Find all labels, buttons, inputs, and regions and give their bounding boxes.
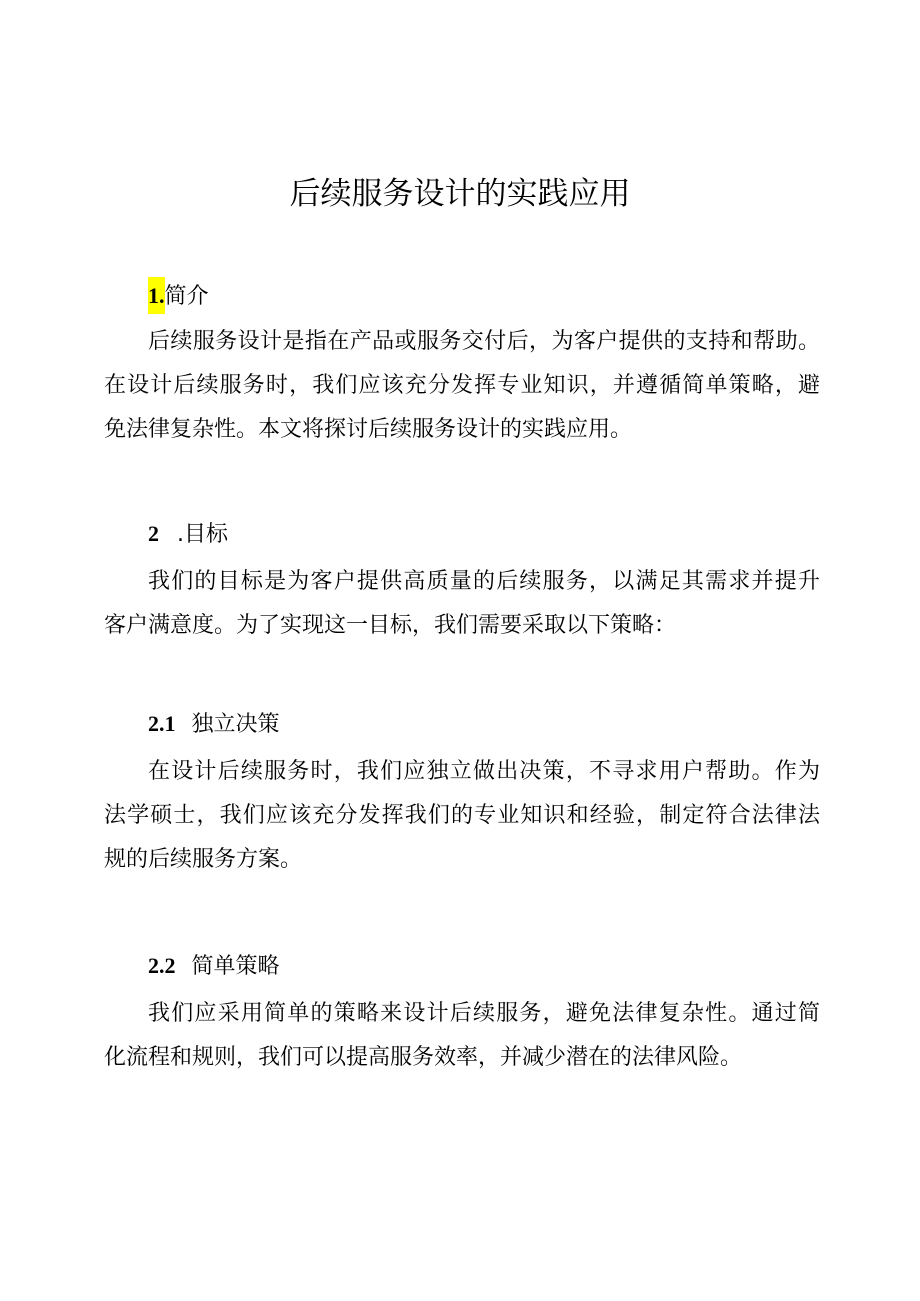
page-title: 后续服务设计的实践应用: [289, 176, 631, 212]
section-2-2-number: 2.2: [148, 953, 176, 978]
section-2-paragraph: [104, 560, 820, 648]
section-2-heading: [148, 518, 228, 551]
paragraph-line: 客户满意度。为了实现这一目标，我们需要采取以下策略：: [104, 613, 677, 638]
paragraph-line: 我们应采用简单的策略来设计后续服务，避免法律复杂性。通过简: [148, 1001, 820, 1026]
paragraph-line: 在设计后续服务时，我们应该充分发挥专业知识，并遵循简单策略，避: [104, 373, 820, 398]
section-1-number: 1.: [148, 277, 165, 314]
section-2-1-number: 2.1: [148, 711, 176, 736]
section-2-2-heading: [148, 950, 280, 983]
section-2-1-heading: [148, 708, 280, 741]
paragraph-line: 法学硕士，我们应该充分发挥我们的专业知识和经验，制定符合法律法: [104, 803, 820, 828]
paragraph-line: 规的后续服务方案。: [104, 847, 303, 872]
paragraph-line: 在设计后续服务时，我们应独立做出决策，不寻求用户帮助。作为: [148, 759, 820, 784]
section-2-1-title: 独立决策: [191, 712, 280, 737]
section-2-2-paragraph: [104, 992, 820, 1080]
paragraph-line: 我们的目标是为客户提供高质量的后续服务，以满足其需求并提升: [148, 569, 820, 594]
section-2-2-title: 简单策略: [191, 954, 280, 979]
section-2-title: .目标: [177, 522, 228, 547]
paragraph-line: 后续服务设计是指在产品或服务交付后，为客户提供的支持和帮助。: [148, 329, 820, 354]
section-2-number: 2: [148, 521, 159, 546]
section-2-1-paragraph: [104, 750, 820, 882]
paragraph-line: 免法律复杂性。本文将探讨后续服务设计的实践应用。: [104, 417, 633, 442]
section-1-heading: [148, 280, 209, 313]
section-1-paragraph: [104, 320, 820, 452]
paragraph-line: 化流程和规则，我们可以提高服务效率，并减少潜在的法律风险。: [104, 1045, 743, 1070]
section-1-title: 简介: [164, 284, 209, 309]
